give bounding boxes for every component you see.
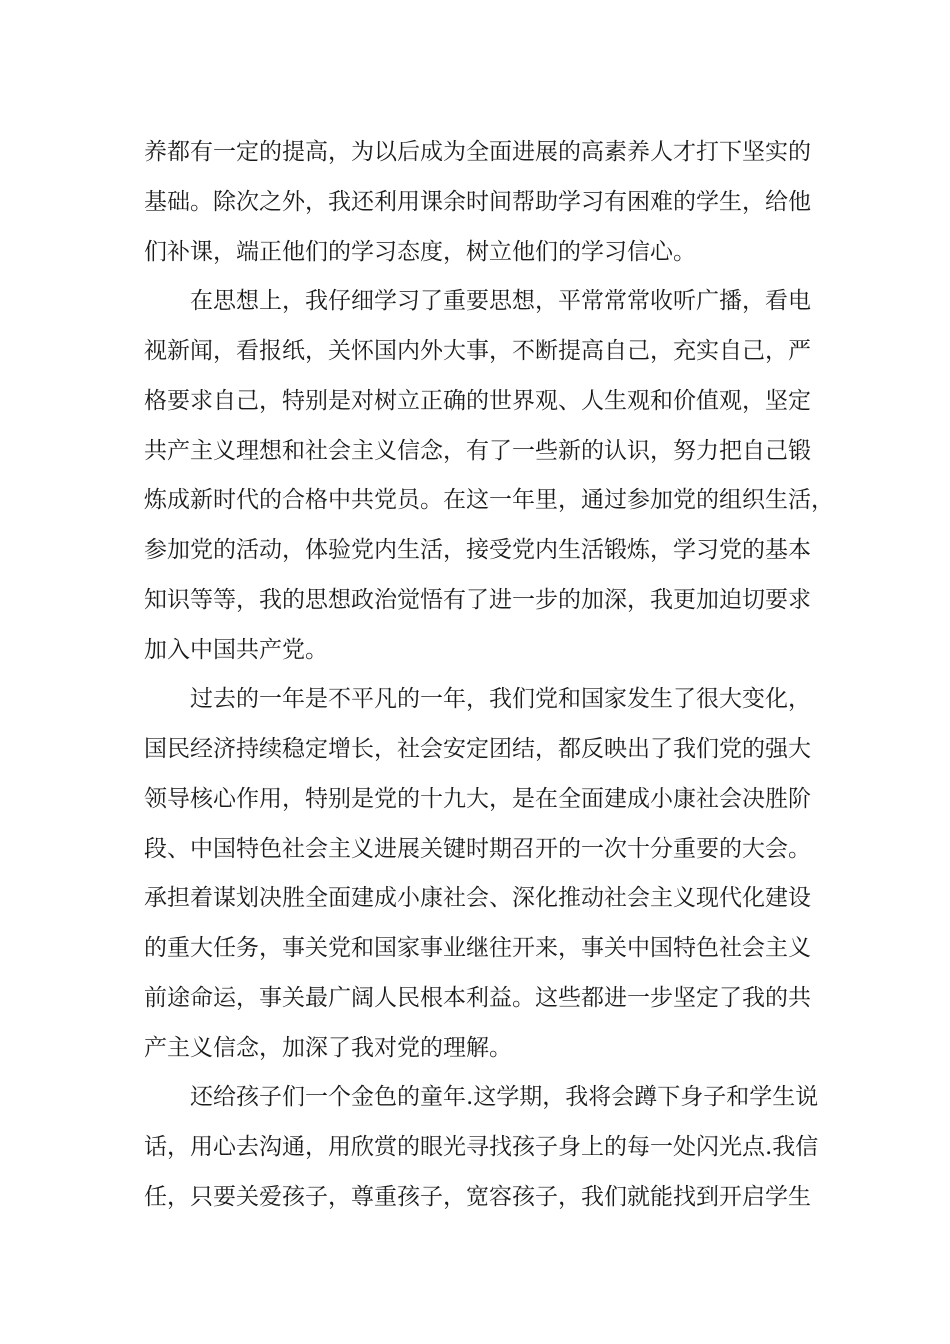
text-line: 加入中国共产党。	[144, 636, 328, 663]
text-line: 的重大任务，事关党和国家事业继往开来，事关中国特色社会主义	[144, 935, 811, 961]
paragraph-1	[144, 128, 824, 277]
text-line: 养都有一定的提高，为以后成为全面进展的高素养人才打下坚实的	[144, 139, 811, 165]
text-line: 格要求自己，特别是对树立正确的世界观、人生观和价值观，坚定	[144, 387, 811, 414]
text-line: 知识等等，我的思想政治觉悟有了进一步的加深，我更加迫切要求	[144, 586, 811, 613]
text-line: 在思想上，我仔细学习了重要思想，平常常常收听广播，看电	[190, 288, 811, 315]
text-line: 过去的一年是不平凡的一年，我们党和国家发生了很大变化，	[190, 686, 811, 713]
text-line: 还给孩子们一个金色的童年.这学期，我将会蹲下身子和学生说	[190, 1084, 819, 1111]
paragraph-2	[144, 277, 834, 675]
text-line: 视新闻，看报纸，关怀国内外大事，不断提高自己，充实自己，严	[144, 338, 811, 364]
document-body	[144, 128, 834, 1223]
text-line: 领导核心作用，特别是党的十九大，是在全面建成小康社会决胜阶	[144, 785, 811, 812]
text-line: 参加党的活动，体验党内生活，接受党内生活锻炼，学习党的基本	[144, 537, 811, 563]
text-line: 任，只要关爱孩子，尊重孩子，宽容孩子，我们就能找到开启学生	[144, 1183, 811, 1210]
text-line: 段、中国特色社会主义进展关键时期召开的一次十分重要的大会。	[144, 835, 811, 862]
text-line: 基础。除次之外，我还利用课余时间帮助学习有困难的学生，给他	[144, 188, 811, 215]
text-line: 国民经济持续稳定增长，社会安定团结，都反映出了我们党的强大	[144, 736, 811, 762]
text-line: 炼成新时代的合格中共党员。在这一年里，通过参加党的组织生活，	[144, 487, 834, 514]
paragraph-3	[144, 675, 824, 1073]
text-line: 共产主义理想和社会主义信念，有了一些新的认识，努力把自己锻	[144, 437, 811, 464]
paragraph-4	[144, 1073, 824, 1222]
text-line: 承担着谋划决胜全面建成小康社会、深化推动社会主义现代化建设	[144, 885, 811, 912]
text-line: 产主义信念，加深了我对党的理解。	[144, 1034, 512, 1061]
text-line: 前途命运，事关最广阔人民根本利益。这些都进一步坚定了我的共	[144, 984, 811, 1011]
text-line: 话，用心去沟通，用欣赏的眼光寻找孩子身上的每一处闪光点.我信	[144, 1134, 819, 1160]
text-line: 们补课，端正他们的学习态度，树立他们的学习信心。	[144, 238, 696, 265]
